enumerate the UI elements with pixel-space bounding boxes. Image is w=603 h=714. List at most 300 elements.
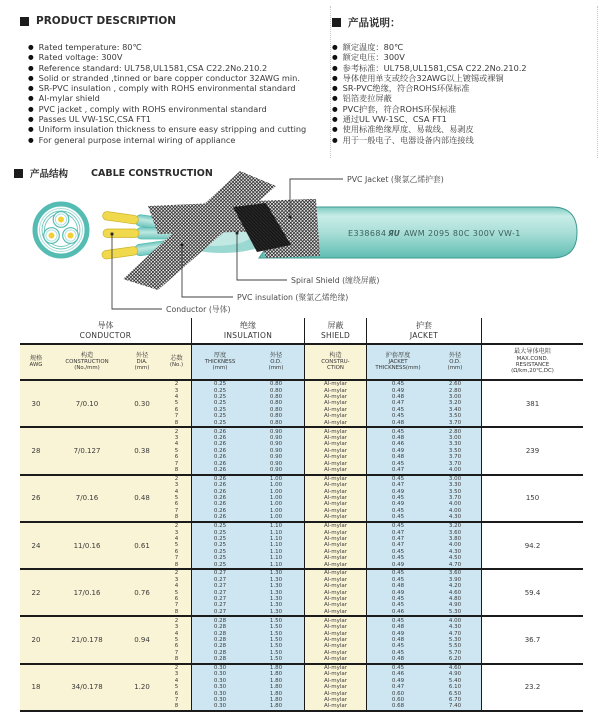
cell-jacket_od-value: 3.60 bbox=[448, 570, 462, 577]
cell-ins_thickness-value: 0.28 bbox=[213, 649, 227, 656]
cell-ins_thickness-value: 0.28 bbox=[213, 656, 227, 663]
bullet-item bbox=[332, 83, 527, 93]
cell-jacket_od-value: 3.80 bbox=[448, 535, 462, 542]
cell-jacket_thickness-value: 0.48 bbox=[391, 624, 405, 631]
cell-cores-value: 3 bbox=[174, 671, 179, 678]
cell-cores-value: 6 bbox=[174, 690, 179, 697]
column-header-line: O.D. bbox=[270, 358, 282, 365]
bullet-icon: ● bbox=[332, 84, 338, 93]
cell-ins_thickness-value: 0.28 bbox=[213, 624, 227, 631]
cell-cores-value: 3 bbox=[174, 387, 179, 394]
cell-shield-value: Al-mylar bbox=[323, 428, 348, 435]
cell-jacket_od-value: 3.70 bbox=[448, 454, 462, 461]
cross-section-core bbox=[44, 228, 60, 244]
cell-cores-value: 4 bbox=[174, 488, 179, 495]
label-conductor: Conductor (导体) bbox=[166, 305, 231, 314]
group-header-zh: 屏蔽 bbox=[327, 321, 344, 330]
cell-jacket_thickness-value: 0.45 bbox=[391, 507, 405, 514]
bullet-item bbox=[28, 63, 306, 73]
cell-ins_thickness-value: 0.26 bbox=[213, 514, 227, 521]
cell-shield-value: Al-mylar bbox=[323, 387, 348, 394]
cell-ins_thickness bbox=[192, 617, 248, 662]
cell-jacket_od-value: 4.00 bbox=[448, 542, 462, 549]
cell-shield-value: Al-mylar bbox=[323, 649, 348, 656]
cell-ins_od bbox=[248, 428, 305, 473]
cell-jacket_thickness-value: 0.48 bbox=[391, 419, 405, 426]
bullet-label: 通过UL VW-1SC、CSA FT1 bbox=[342, 114, 447, 125]
cell-jacket_thickness-value: 0.46 bbox=[391, 671, 405, 678]
cell-ins_od-value: 1.50 bbox=[269, 643, 283, 650]
cell-shield-value: Al-mylar bbox=[323, 394, 348, 401]
cell-jacket_thickness-value: 0.49 bbox=[391, 447, 405, 454]
cable-construction-title-zh: 产品结构 bbox=[30, 169, 69, 180]
cell-jacket_thickness-value: 0.48 bbox=[391, 656, 405, 663]
column-header-line: 构造 bbox=[80, 351, 94, 359]
cell-shield-value: Al-mylar bbox=[323, 656, 348, 663]
cell-ins_od-value: 1.00 bbox=[269, 514, 283, 521]
cell-cores-value: 3 bbox=[174, 624, 179, 631]
cell-cores-value: 5 bbox=[174, 589, 179, 596]
cell-jacket_od-value: 7.40 bbox=[448, 703, 462, 710]
cell-ins_od-value: 1.30 bbox=[269, 589, 283, 596]
column-header-line: 护套厚度 bbox=[385, 351, 411, 359]
cell-jacket_od-value: 3.50 bbox=[448, 413, 462, 420]
cell-shield-value: Al-mylar bbox=[323, 475, 348, 482]
bullet-label: SR-PVC绝缘，符合ROHS环保标准 bbox=[342, 83, 470, 94]
table-body bbox=[20, 381, 583, 712]
bullet-item bbox=[28, 42, 306, 52]
cell-jacket_thickness-value: 0.49 bbox=[391, 677, 405, 684]
cell-cores-value: 4 bbox=[174, 394, 179, 401]
cell-shield-value: Al-mylar bbox=[323, 400, 348, 407]
cell-jacket_od-value: 3.30 bbox=[448, 482, 462, 489]
cell-ins_od-value: 0.80 bbox=[269, 413, 283, 420]
bullet-label: 导体使用单支或绞合32AWG以上镀锡或裸铜 bbox=[342, 72, 504, 83]
cell-cores bbox=[162, 523, 192, 568]
cell-ins_thickness-value: 0.27 bbox=[213, 596, 227, 603]
cell-shield bbox=[305, 665, 367, 710]
cell-jacket_od-value: 4.30 bbox=[448, 624, 462, 631]
cell-construction: 7/0.16 bbox=[52, 476, 122, 521]
cell-jacket_thickness-value: 0.60 bbox=[391, 690, 405, 697]
bullet-item bbox=[28, 93, 306, 103]
cell-jacket_thickness-value: 0.48 bbox=[391, 636, 405, 643]
cell-ins_thickness-value: 0.30 bbox=[213, 665, 227, 671]
cell-cores-value: 6 bbox=[174, 406, 179, 413]
cell-jacket_thickness-value: 0.49 bbox=[391, 387, 405, 394]
bullet-icon: ● bbox=[332, 135, 338, 144]
cell-cores-value: 5 bbox=[174, 400, 179, 407]
cell-ins_od-value: 1.80 bbox=[269, 671, 283, 678]
cell-jacket_thickness-value: 0.49 bbox=[391, 630, 405, 637]
cell-jacket_od-value: 4.80 bbox=[448, 596, 462, 603]
cell-ins_od-value: 0.90 bbox=[269, 434, 283, 441]
cell-ins_od-value: 1.80 bbox=[269, 677, 283, 684]
cell-ins_od-value: 0.90 bbox=[269, 460, 283, 467]
cell-ins_thickness-value: 0.26 bbox=[213, 475, 227, 482]
cell-ins_thickness-value: 0.26 bbox=[213, 501, 227, 508]
cell-jacket_od-value: 5.70 bbox=[448, 649, 462, 656]
cell-jacket_od-value: 4.30 bbox=[448, 548, 462, 555]
cell-ins_od-value: 1.00 bbox=[269, 475, 283, 482]
cell-ins_thickness-value: 0.26 bbox=[213, 495, 227, 502]
ul-recognized-mark-icon: ЯU bbox=[388, 229, 400, 238]
cell-jacket_thickness-value: 0.45 bbox=[391, 381, 405, 388]
table-group-header-row bbox=[20, 318, 583, 345]
bullet-label: 额定电压：300V bbox=[342, 52, 405, 63]
cell-jacket_thickness-value: 0.45 bbox=[391, 495, 405, 502]
cell-shield-value: Al-mylar bbox=[323, 441, 348, 448]
cell-shield-value: Al-mylar bbox=[323, 488, 348, 495]
bullet-label: 参考标准：UL758,UL1581,CSA C22.2No.210.2 bbox=[342, 62, 527, 73]
cell-jacket_od-value: 6.10 bbox=[448, 684, 462, 691]
product-description-title-zh bbox=[332, 15, 401, 30]
cell-ins_od-value: 0.90 bbox=[269, 454, 283, 461]
column-header-line: AWG bbox=[29, 362, 43, 368]
cell-jacket_od-value: 3.90 bbox=[448, 576, 462, 583]
bullet-item bbox=[332, 63, 527, 73]
cell-shield-value: Al-mylar bbox=[323, 677, 348, 684]
cell-cores-value: 8 bbox=[174, 514, 179, 521]
cell-jacket_od-value: 2.60 bbox=[448, 381, 462, 388]
cell-ins_od bbox=[248, 617, 305, 662]
label-spiral-shield: Spiral Shield (缠绕屏蔽) bbox=[291, 276, 380, 285]
cell-shield-value: Al-mylar bbox=[323, 406, 348, 413]
cell-jacket_thickness-value: 0.45 bbox=[391, 643, 405, 650]
cell-shield-value: Al-mylar bbox=[323, 514, 348, 521]
bullet-icon: ● bbox=[28, 53, 34, 62]
cell-resistance: 239 bbox=[482, 428, 583, 473]
bullet-label: Solid or stranded ,tinned or bare copper conductor 32AWG min. bbox=[38, 72, 300, 83]
cell-jacket_od-value: 4.00 bbox=[448, 507, 462, 514]
cell-awg: 30 bbox=[20, 381, 52, 426]
product-description-title-en-text: PRODUCT DESCRIPTION bbox=[36, 15, 177, 27]
cell-jacket_od-value: 5.50 bbox=[448, 643, 462, 650]
cell-jacket_od bbox=[429, 476, 482, 521]
column-header-line: 外径 bbox=[135, 351, 149, 359]
bullet-label: 额定温度：80℃ bbox=[342, 42, 404, 52]
cell-jacket_thickness-value: 0.47 bbox=[391, 466, 405, 473]
column-header-line: 外径 bbox=[448, 351, 462, 359]
cell-shield-value: Al-mylar bbox=[323, 447, 348, 454]
bullet-item bbox=[28, 124, 306, 134]
cell-jacket_od-value: 3.70 bbox=[448, 419, 462, 426]
cell-cores-value: 8 bbox=[174, 703, 179, 710]
cell-dia: 0.30 bbox=[122, 381, 162, 426]
column-header-awg bbox=[20, 345, 52, 379]
cell-jacket_od-value: 3.40 bbox=[448, 406, 462, 413]
cell-shield-value: Al-mylar bbox=[323, 495, 348, 502]
cell-awg: 22 bbox=[20, 570, 52, 615]
cell-ins_od-value: 1.80 bbox=[269, 684, 283, 691]
cell-jacket_thickness-value: 0.45 bbox=[391, 617, 405, 624]
spec-row-awg-18 bbox=[20, 665, 583, 712]
bullet-icon: ● bbox=[28, 125, 34, 134]
cell-construction: 7/0.10 bbox=[52, 381, 122, 426]
product-description-title-zh-text: 产品说明： bbox=[348, 17, 401, 29]
bullet-label: Rated voltage: 300V bbox=[38, 52, 123, 63]
cell-cores bbox=[162, 428, 192, 473]
cell-jacket_thickness-value: 0.48 bbox=[391, 394, 405, 401]
cell-jacket_od-value: 3.00 bbox=[448, 394, 462, 401]
bullet-icon: ● bbox=[28, 84, 34, 93]
cell-resistance: 381 bbox=[482, 381, 583, 426]
cell-ins_od-value: 0.80 bbox=[269, 419, 283, 426]
cell-cores-value: 5 bbox=[174, 447, 179, 454]
cell-construction: 17/0.16 bbox=[52, 570, 122, 615]
cell-awg: 24 bbox=[20, 523, 52, 568]
column-header-line: DIA. bbox=[136, 358, 148, 365]
cell-jacket_od-value: 4.60 bbox=[448, 589, 462, 596]
bullet-label: 铝箔麦拉屏蔽 bbox=[342, 93, 392, 104]
cell-awg: 28 bbox=[20, 428, 52, 473]
column-header-line: RESISTANCE bbox=[515, 362, 550, 368]
cell-shield-value: Al-mylar bbox=[323, 542, 348, 549]
cell-cores-value: 2 bbox=[174, 665, 179, 671]
cell-jacket_thickness-value: 0.46 bbox=[391, 608, 405, 615]
conductor-tip bbox=[103, 229, 139, 238]
cell-ins_thickness-value: 0.26 bbox=[213, 428, 227, 435]
product-description-title-en bbox=[20, 15, 176, 27]
bullet-label: PVC jacket , comply with ROHS environmental standard bbox=[38, 103, 267, 114]
cell-ins_od-value: 1.10 bbox=[269, 548, 283, 555]
cell-ins_od-value: 1.80 bbox=[269, 703, 283, 710]
cell-ins_thickness bbox=[192, 476, 248, 521]
column-header-line: 芯数 bbox=[170, 354, 183, 362]
cell-ins_thickness-value: 0.25 bbox=[213, 413, 227, 420]
cell-cores-value: 7 bbox=[174, 460, 179, 467]
bullet-label: Rated temperature: 80℃ bbox=[38, 42, 142, 52]
cell-ins_thickness-value: 0.25 bbox=[213, 555, 227, 562]
cell-cores-value: 8 bbox=[174, 466, 179, 473]
cell-jacket_thickness-value: 0.45 bbox=[391, 665, 405, 671]
bullet-icon: ● bbox=[28, 73, 34, 82]
cell-dia: 0.94 bbox=[122, 617, 162, 662]
cell-cores-value: 6 bbox=[174, 454, 179, 461]
cell-ins_od-value: 1.00 bbox=[269, 495, 283, 502]
cell-ins_thickness-value: 0.27 bbox=[213, 576, 227, 583]
cell-cores-value: 7 bbox=[174, 697, 179, 704]
cell-resistance: 36.7 bbox=[482, 617, 583, 662]
cell-shield-value: Al-mylar bbox=[323, 576, 348, 583]
cell-ins_od-value: 1.10 bbox=[269, 523, 283, 530]
column-header-line: 规格 bbox=[29, 354, 43, 362]
bullet-icon: ● bbox=[332, 53, 338, 62]
cell-shield-value: Al-mylar bbox=[323, 624, 348, 631]
cell-jacket_thickness-value: 0.48 bbox=[391, 454, 405, 461]
bullet-icon: ● bbox=[28, 115, 34, 124]
group-header-conductor bbox=[20, 318, 192, 343]
cell-shield-value: Al-mylar bbox=[323, 419, 348, 426]
cell-ins_od-value: 0.80 bbox=[269, 387, 283, 394]
cell-ins_thickness-value: 0.26 bbox=[213, 460, 227, 467]
cell-jacket_thickness-value: 0.48 bbox=[391, 434, 405, 441]
cell-shield-value: Al-mylar bbox=[323, 602, 348, 609]
group-header-insulation bbox=[192, 318, 305, 343]
cell-jacket_od-value: 3.50 bbox=[448, 447, 462, 454]
cell-jacket_od-value: 5.40 bbox=[448, 677, 462, 684]
cell-jacket_thickness bbox=[367, 665, 429, 710]
cell-jacket_thickness-value: 0.45 bbox=[391, 460, 405, 467]
cell-shield-value: Al-mylar bbox=[323, 460, 348, 467]
cell-jacket_thickness-value: 0.45 bbox=[391, 602, 405, 609]
column-header-line: (No.) bbox=[169, 362, 184, 368]
bullet-icon: ● bbox=[332, 125, 338, 134]
cell-ins_od-value: 1.80 bbox=[269, 690, 283, 697]
cell-ins_thickness-value: 0.28 bbox=[213, 636, 227, 643]
cell-shield-value: Al-mylar bbox=[323, 608, 348, 615]
column-header-shield bbox=[305, 345, 367, 379]
column-header-jacket_od bbox=[429, 345, 482, 379]
cell-cores-value: 6 bbox=[174, 501, 179, 508]
cell-jacket_thickness-value: 0.45 bbox=[391, 428, 405, 435]
column-header-line: 厚度 bbox=[213, 351, 227, 359]
cell-shield-value: Al-mylar bbox=[323, 617, 348, 624]
cell-ins_thickness-value: 0.25 bbox=[213, 406, 227, 413]
cell-cores-value: 4 bbox=[174, 535, 179, 542]
bullet-item bbox=[28, 52, 306, 62]
cell-jacket_thickness-value: 0.47 bbox=[391, 535, 405, 542]
cell-cores-value: 7 bbox=[174, 413, 179, 420]
cell-ins_od-value: 1.50 bbox=[269, 617, 283, 624]
cell-awg: 18 bbox=[20, 665, 52, 710]
cell-ins_thickness-value: 0.25 bbox=[213, 523, 227, 530]
spec-row-awg-22 bbox=[20, 570, 583, 617]
cell-jacket_od-value: 3.50 bbox=[448, 488, 462, 495]
cell-jacket_od bbox=[429, 570, 482, 615]
cell-dia: 1.20 bbox=[122, 665, 162, 710]
bullet-label: For general purpose internal wiring of appliance bbox=[38, 134, 236, 145]
bullet-label: Al-mylar shield bbox=[38, 93, 100, 104]
cell-ins_thickness-value: 0.25 bbox=[213, 542, 227, 549]
cell-shield-value: Al-mylar bbox=[323, 454, 348, 461]
cell-shield bbox=[305, 381, 367, 426]
bullet-label: 使用标准绝缘厚度、易裁线、易剥皮 bbox=[342, 124, 474, 135]
cell-ins_thickness-value: 0.26 bbox=[213, 488, 227, 495]
cell-ins_od-value: 1.30 bbox=[269, 576, 283, 583]
cell-shield-value: Al-mylar bbox=[323, 501, 348, 508]
cell-ins_thickness-value: 0.28 bbox=[213, 630, 227, 637]
cell-ins_od-value: 0.90 bbox=[269, 447, 283, 454]
product-description-list-zh bbox=[332, 42, 527, 145]
cell-ins_thickness-value: 0.28 bbox=[213, 617, 227, 624]
bullet-label: Passes UL VW-1SC,CSA FT1 bbox=[38, 114, 151, 125]
cell-ins_od-value: 1.50 bbox=[269, 636, 283, 643]
cell-awg: 26 bbox=[20, 476, 52, 521]
cell-ins_thickness-value: 0.30 bbox=[213, 690, 227, 697]
cell-jacket_thickness-value: 0.49 bbox=[391, 561, 405, 568]
bullet-item bbox=[332, 42, 527, 52]
conductor-tip bbox=[101, 246, 138, 259]
bullet-label: SR-PVC insulation , comply with ROHS environmental standard bbox=[38, 83, 296, 94]
cell-jacket_thickness-value: 0.46 bbox=[391, 441, 405, 448]
column-header-ins_thickness bbox=[192, 345, 248, 379]
column-header-line: CONSTRU- bbox=[321, 358, 350, 365]
cell-jacket_od-value: 4.70 bbox=[448, 561, 462, 568]
column-header-line: (mm) bbox=[212, 365, 228, 372]
cell-ins_od-value: 1.00 bbox=[269, 482, 283, 489]
column-header-line: CONSTRUCTION bbox=[65, 358, 109, 365]
cell-ins_od-value: 1.00 bbox=[269, 507, 283, 514]
cell-ins_od-value: 0.80 bbox=[269, 400, 283, 407]
bullet-item bbox=[28, 73, 306, 83]
cell-shield-value: Al-mylar bbox=[323, 570, 348, 577]
cell-jacket_od bbox=[429, 523, 482, 568]
cell-cores-value: 8 bbox=[174, 608, 179, 615]
column-divider bbox=[330, 6, 331, 158]
cell-cores-value: 5 bbox=[174, 684, 179, 691]
group-header-zh: 护套 bbox=[416, 321, 432, 330]
column-header-line: O.D. bbox=[449, 358, 461, 365]
cell-ins_od-value: 1.00 bbox=[269, 488, 283, 495]
group-header-zh: 绝缘 bbox=[240, 321, 256, 330]
cell-cores-value: 5 bbox=[174, 542, 179, 549]
cell-resistance: 94.2 bbox=[482, 523, 583, 568]
cell-shield-value: Al-mylar bbox=[323, 596, 348, 603]
bullet-icon: ● bbox=[28, 94, 34, 103]
group-header-en: INSULATION bbox=[223, 331, 273, 340]
cell-cores-value: 4 bbox=[174, 677, 179, 684]
cell-ins_thickness bbox=[192, 381, 248, 426]
cell-shield-value: Al-mylar bbox=[323, 561, 348, 568]
column-header-line: (mm) bbox=[447, 365, 463, 372]
bullet-label: 用于一般电子、电器设备内部连接线 bbox=[342, 134, 474, 145]
cell-jacket_thickness-value: 0.45 bbox=[391, 406, 405, 413]
cell-ins_thickness bbox=[192, 665, 248, 710]
column-header-line: 外径 bbox=[269, 351, 283, 359]
cell-ins_thickness-value: 0.30 bbox=[213, 697, 227, 704]
cell-cores-value: 6 bbox=[174, 643, 179, 650]
cell-jacket_od-value: 3.60 bbox=[448, 529, 462, 536]
column-header-jacket_thickness bbox=[367, 345, 429, 379]
bullet-item bbox=[332, 93, 527, 103]
cell-jacket_od-value: 4.00 bbox=[448, 501, 462, 508]
cell-jacket_od-value: 3.00 bbox=[448, 434, 462, 441]
cell-ins_thickness bbox=[192, 570, 248, 615]
cell-resistance: 23.2 bbox=[482, 665, 583, 710]
cell-jacket_thickness-value: 0.45 bbox=[391, 555, 405, 562]
cell-ins_thickness-value: 0.25 bbox=[213, 400, 227, 407]
cell-ins_thickness-value: 0.28 bbox=[213, 643, 227, 650]
cell-shield bbox=[305, 476, 367, 521]
cell-ins_od-value: 1.80 bbox=[269, 697, 283, 704]
cell-ins_thickness bbox=[192, 428, 248, 473]
cell-ins_od-value: 1.00 bbox=[269, 501, 283, 508]
cell-shield-value: Al-mylar bbox=[323, 381, 348, 388]
cell-ins_thickness-value: 0.26 bbox=[213, 454, 227, 461]
bullet-icon: ● bbox=[28, 43, 34, 51]
bullet-icon: ● bbox=[332, 115, 338, 124]
column-header-line: CTION bbox=[327, 365, 344, 372]
cell-jacket_thickness-value: 0.45 bbox=[391, 570, 405, 577]
cell-dia: 0.48 bbox=[122, 476, 162, 521]
cell-ins_od-value: 1.30 bbox=[269, 596, 283, 603]
cell-jacket_od-value: 6.70 bbox=[448, 697, 462, 704]
cell-cores-value: 3 bbox=[174, 529, 179, 536]
column-header-line: 最大导体电阻 bbox=[513, 348, 552, 356]
cell-ins_od-value: 1.10 bbox=[269, 535, 283, 542]
group-header-blank bbox=[482, 318, 583, 343]
cell-jacket_od bbox=[429, 665, 482, 710]
cell-ins_thickness-value: 0.25 bbox=[213, 381, 227, 388]
bullet-item bbox=[28, 104, 306, 114]
cell-construction: 7/0.127 bbox=[52, 428, 122, 473]
cell-jacket_od-value: 4.30 bbox=[448, 514, 462, 521]
group-header-en: SHIELD bbox=[320, 331, 351, 340]
cell-shield-value: Al-mylar bbox=[323, 684, 348, 691]
cell-ins_od-value: 0.90 bbox=[269, 441, 283, 448]
cross-section-core bbox=[63, 228, 79, 244]
